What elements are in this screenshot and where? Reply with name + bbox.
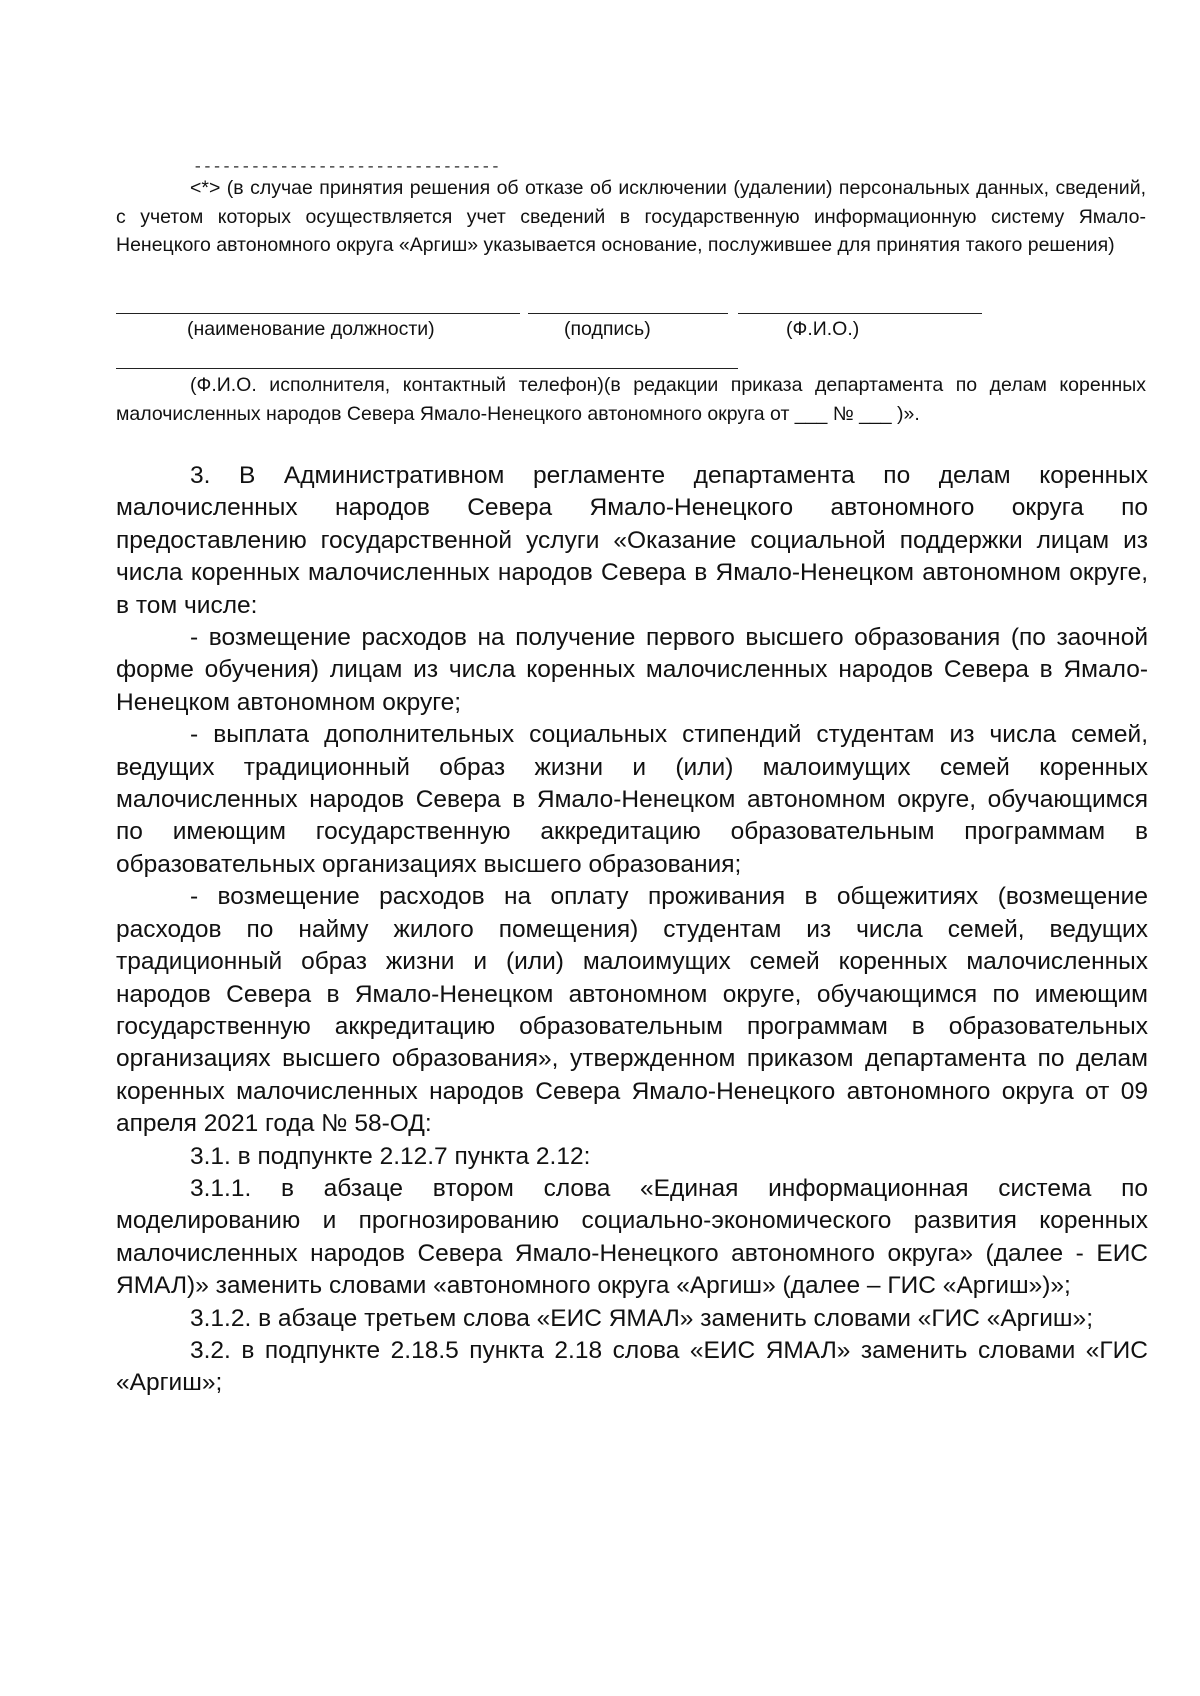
- signature-line: [528, 313, 728, 314]
- footnote-block: [116, 174, 1146, 260]
- paragraph-3: 3. В Административном регламенте департамента по делам коренных малочисленных народов Севера Ямало-Ненецкого автономного округа по предоставлению государственной услуги «Оказание социальной поддержки лицам из числа коренных малочисленных народов Севера в Ямало-Ненецком автономном округе, в том числе:: [116, 462, 1148, 619]
- paragraph-3-item-2: - выплата дополнительных социальных стипендий студентам из числа семей, ведущих традиционный образ жизни и (или) малоимущих семей коренных малочисленных народов Севера в Ямало-Ненецком автономном округе, обучающимся по имеющим государственную аккредитацию образовательным программам в образовательных организациях высшего образования;: [116, 721, 1148, 878]
- position-line: [116, 313, 520, 314]
- paragraph-3-item-1: - возмещение расходов на получение первого высшего образования (по заочной форме обучения) лицам из числа коренных малочисленных народов Севера в Ямало-Ненецком автономном округе;: [116, 624, 1148, 716]
- paragraph-3-1-2: 3.1.2. в абзаце третьем слова «ЕИС ЯМАЛ» заменить словами «ГИС «Аргиш»;: [190, 1304, 1093, 1332]
- executor-text: (Ф.И.О. исполнителя, контактный телефон)(в редакции приказа департамента по делам коренных малочисленных народов Севера Ямало-Ненецкого автономного округа от ___ № ___ )».: [116, 374, 1146, 425]
- executor-block: [116, 371, 1146, 428]
- paragraph-3-item-3: - возмещение расходов на оплату проживания в общежитиях (возмещение расходов по найму жилого помещения) студентам из числа семей, ведущих традиционный образ жизни и (или) малоимущих семей коренных малочисленных народов Севера в Ямало-Ненецком автономном округе, обучающимся по имеющим государственную аккредитацию образовательным программам в образовательных организациях высшего образования», утвержденном приказом департамента по делам коренных малочисленных народов Севера Ямало-Ненецкого автономного округа от 09 апреля 2021 года № 58-ОД:: [116, 883, 1148, 1138]
- footnote-text: <*> (в случае принятия решения об отказе об исключении (удалении) персональных данных, сведений, с учетом которых осуществляется учет сведений в государственную информационную систему Ямало-Ненецкого автономного округа «Аргиш» указывается основание, послужившее для принятия такого решения): [116, 177, 1146, 257]
- paragraph-3-1: 3.1. в подпункте 2.12.7 пункта 2.12:: [190, 1142, 591, 1170]
- paragraph-3-2: 3.2. в подпункте 2.18.5 пункта 2.18 слова «ЕИС ЯМАЛ» заменить словами «ГИС «Аргиш»;: [116, 1336, 1148, 1397]
- footnote-separator: --------------------------------: [193, 158, 501, 176]
- paragraph-3-1-1: 3.1.1. в абзаце втором слова «Единая информационная система по моделированию и прогнозированию социально-экономического развития коренных малочисленных народов Севера Ямало-Ненецкого автономного округа» (далее - ЕИС ЯМАЛ)» заменить словами «автономного округа «Аргиш» (далее – ГИС «Аргиш»)»;: [116, 1174, 1148, 1300]
- amendment-body: [116, 460, 1148, 1400]
- name-line: [738, 313, 982, 314]
- signature-caption: (подпись): [564, 318, 651, 340]
- executor-line: [116, 368, 738, 369]
- name-caption: (Ф.И.О.): [786, 318, 860, 340]
- position-caption: (наименование должности): [187, 318, 435, 340]
